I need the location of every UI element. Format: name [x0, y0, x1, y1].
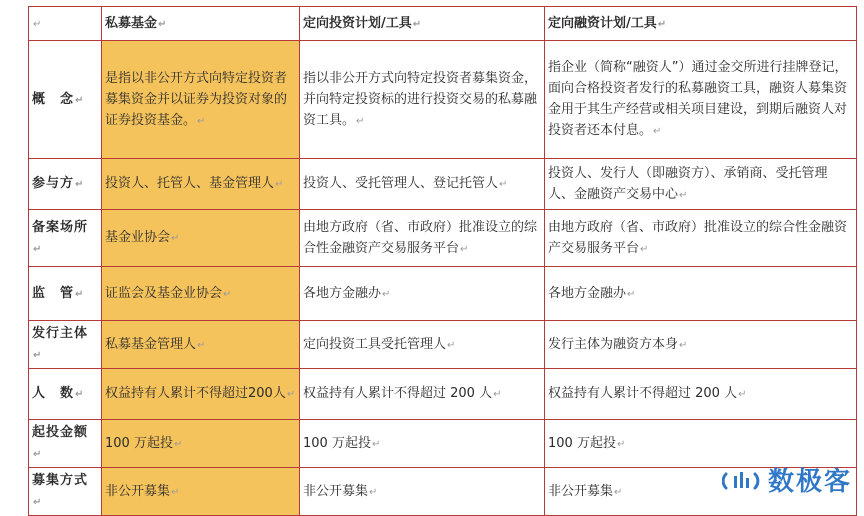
cell-filing-directed-financing: 由地方政府（省、市政府）批准设立的综合性金融资产交易服务平台↵ — [545, 210, 857, 267]
row-label-issuer: 发行主体↵ — [29, 321, 102, 369]
cell-filing-directed-investment: 由地方政府（省、市政府）批准设立的综合性金融资产交易服务平台↵ — [300, 210, 545, 267]
cell-issuer-directed-investment: 定向投资工具受托管理人↵ — [300, 321, 545, 369]
cell-issuer-directed-financing: 发行主体为融资方本身↵ — [545, 321, 857, 369]
cell-headcount-directed-investment: 权益持有人累计不得超过 200 人↵ — [300, 369, 545, 420]
table-row — [29, 41, 857, 159]
row-label-participants: 参与方↵ — [29, 159, 102, 210]
cell-headcount-directed-financing: 权益持有人累计不得超过 200 人↵ — [545, 369, 857, 420]
cell-raising-directed-financing: 非公开募集↵ — [545, 468, 857, 516]
col-header-private-fund: 私募基金↵ — [102, 7, 300, 41]
row-label-raising-method: 募集方式↵ — [29, 468, 102, 516]
header-row — [29, 7, 857, 41]
comparison-table — [28, 6, 857, 516]
cell-regulator-directed-investment: 各地方金融办↵ — [300, 267, 545, 321]
cell-min-investment-private-fund: 100 万起投↵ — [102, 420, 300, 468]
cell-concept-private-fund: 是指以非公开方式向特定投资者募集资金并以证券为投资对象的证券投资基金。↵ — [102, 41, 300, 159]
cell-min-investment-directed-investment: 100 万起投↵ — [300, 420, 545, 468]
row-label-concept: 概 念↵ — [29, 41, 102, 159]
col-header-directed-financing: 定向融资计划/工具↵ — [545, 7, 857, 41]
header-corner: ↵ — [29, 7, 102, 41]
cell-concept-directed-financing: 指企业（简称“融资人”）通过金交所进行挂牌登记，面向合格投资者发行的私募融资工具，融资人募集资金用于其生产经营或相关项目建设，到期后融资人对投资者还本付息。↵ — [545, 41, 857, 159]
cell-participants-directed-investment: 投资人、受托管理人、登记托管人↵ — [300, 159, 545, 210]
signal-wave-icon — [722, 466, 762, 494]
cell-filing-private-fund: 基金业协会↵ — [102, 210, 300, 267]
cell-headcount-private-fund: 权益持有人累计不得超过200人↵ — [102, 369, 300, 420]
watermark-logo — [722, 461, 852, 498]
row-label-min-investment: 起投金额↵ — [29, 420, 102, 468]
row-label-filing-venue: 备案场所↵ — [29, 210, 102, 267]
cell-participants-directed-financing: 投资人、发行人（即融资方）、承销商、受托管理人、金融资产交易中心↵ — [545, 159, 857, 210]
cell-raising-private-fund: 非公开募集↵ — [102, 468, 300, 516]
cell-issuer-private-fund: 私募基金管理人↵ — [102, 321, 300, 369]
cell-participants-private-fund: 投资人、托管人、基金管理人↵ — [102, 159, 300, 210]
row-label-regulator: 监 管↵ — [29, 267, 102, 321]
table-row — [29, 267, 857, 321]
table-row — [29, 369, 857, 420]
col-header-directed-investment: 定向投资计划/工具↵ — [300, 7, 545, 41]
table-row — [29, 159, 857, 210]
table-row — [29, 210, 857, 267]
cell-concept-directed-investment: 指以非公开方式向特定投资者募集资金，并向特定投资标的进行投资交易的私募融资工具。↵ — [300, 41, 545, 159]
cell-min-investment-directed-financing: 100 万起投↵ — [545, 420, 857, 468]
cell-regulator-directed-financing: 各地方金融办↵ — [545, 267, 857, 321]
cell-regulator-private-fund: 证监会及基金业协会↵ — [102, 267, 300, 321]
row-label-headcount: 人 数↵ — [29, 369, 102, 420]
table-row — [29, 321, 857, 369]
cell-raising-directed-investment: 非公开募集↵ — [300, 468, 545, 516]
watermark-text: 数极客 — [767, 467, 852, 497]
